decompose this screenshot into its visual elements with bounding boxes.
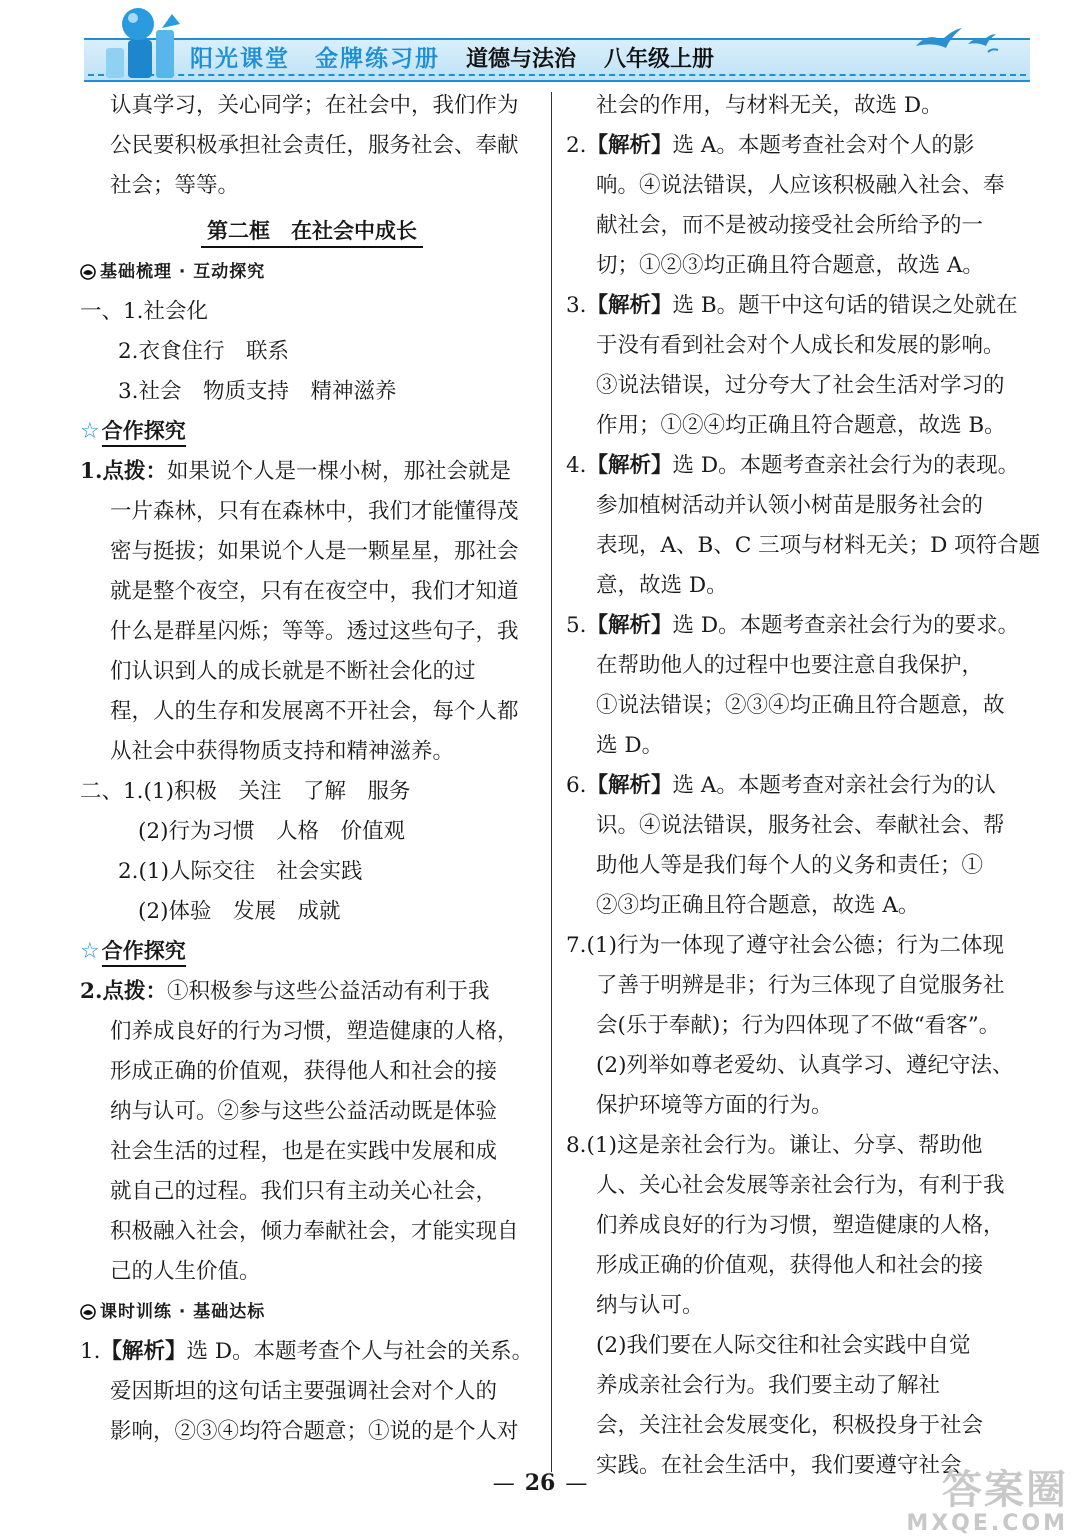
brand-title: 阳光课堂 金牌练习册 (190, 45, 440, 72)
text-line: 会，关注社会发展变化，积极投身于社会 (596, 1413, 984, 1438)
coop1-first-line: 1.点拨：如果说个人是一棵小树，那社会就是 (80, 459, 511, 484)
text-line: 就自己的过程。我们只有主动关心社会， (110, 1179, 498, 1204)
text-line: 积极融入社会，倾力奉献社会，才能实现自 (110, 1219, 519, 1244)
column-divider (551, 92, 552, 1472)
text-line: 们认识到人的成长就是不断社会化的过 (110, 659, 476, 684)
answer-line: 一、1.社会化 (80, 299, 209, 324)
section-heading-text: 第二框 在社会中成长 (201, 216, 423, 248)
text-line: 选 D。 (596, 733, 664, 758)
star-icon: ☆ (80, 419, 100, 444)
q5-first-line: 5.【解析】选 D。本题考查亲社会行为的要求。 (566, 613, 1020, 638)
q8-line: 8.(1)这是亲社会行为。谦让、分享、帮助他 (566, 1133, 983, 1158)
text-line: ③说法错误，过分夸大了社会生活对学习的 (596, 373, 1005, 398)
section-bullet-icon (80, 1304, 96, 1320)
q7-line: 7.(1)行为一体现了遵守社会公德；行为二体现 (566, 933, 1004, 958)
basics-section-label: 基础梳理 · 互动探究 (80, 252, 544, 292)
q4-first-line: 4.【解析】选 D。本题考查亲社会行为的表现。 (566, 453, 1020, 478)
text-line: 社会；等等。 (110, 173, 240, 198)
text-line: 社会的作用，与材料无关，故选 D。 (596, 93, 943, 118)
text-line: 形成正确的价值观，获得他人和社会的接 (110, 1059, 498, 1084)
text-line: 爱因斯坦的这句话主要强调社会对个人的 (110, 1379, 498, 1404)
text-line: 一片森林，只有在森林中，我们才能懂得茂 (110, 499, 519, 524)
text-line: 就是整个夜空，只有在夜空中，我们才知道 (110, 579, 519, 604)
text-line: 形成正确的价值观，获得他人和社会的接 (596, 1253, 984, 1278)
text-line: 们养成良好的行为习惯，塑造健康的人格， (596, 1213, 1005, 1238)
text-line: 什么是群星闪烁；等等。透过这些句子，我 (110, 619, 519, 644)
text-line: 社会生活的过程，也是在实践中发展和成 (110, 1139, 498, 1164)
text-line: 参加植树活动并认领小树苗是服务社会的 (596, 493, 984, 518)
section-heading (80, 212, 544, 252)
watermark-text: 答案圈 (942, 1467, 1068, 1513)
coop-label-2: ☆ 合作探究 (80, 932, 544, 972)
text-line: 保护环境等方面的行为。 (596, 1093, 833, 1118)
text-line: 于没有看到社会对个人成长和发展的影响。 (596, 333, 1005, 358)
text-line: 意，故选 D。 (596, 573, 728, 598)
coop2-first-line: 2.点拨：①积极参与这些公益活动有利于我 (80, 979, 490, 1004)
text-line: (2)我们要在人际交往和社会实践中自觉 (596, 1333, 971, 1358)
text-line: 识。④说法错误，服务社会、奉献社会、帮 (596, 813, 1005, 838)
text-line: 认真学习，关心同学；在社会中，我们作为 (110, 93, 519, 118)
text-line: 们养成良好的行为习惯，塑造健康的人格， (110, 1019, 519, 1044)
text-line: 作用；①②④均正确且符合题意，故选 B。 (596, 413, 1006, 438)
mascot-logo-icon (92, 2, 188, 84)
text-line: 表现，A、B、C 三项与材料无关；D 项符合题 (596, 533, 1041, 558)
answer-line: 二、1.(1)积极 关注 了解 服务 (80, 779, 411, 804)
answer-line: 2.(1)人际交往 社会实践 (118, 859, 363, 884)
page-header (0, 0, 1080, 90)
text-line: ②③均正确且符合题意，故选 A。 (596, 893, 920, 918)
grade-name: 八年级上册 (604, 46, 715, 72)
q3-first-line: 3.【解析】选 B。题干中这句话的错误之处就在 (566, 293, 1018, 318)
right-column (566, 86, 1041, 1486)
birds-decoration-icon (912, 22, 1002, 62)
text-line: 了善于明辨是非；行为三体现了自觉服务社 (596, 973, 1005, 998)
text-line: 献社会，而不是被动接受社会所给予的一 (596, 213, 984, 238)
text-line: (2)列举如尊老爱幼、认真学习、遵纪守法、 (596, 1053, 1014, 1078)
text-line: 养成亲社会行为。我们要主动了解社 (596, 1373, 941, 1398)
text-line: 会(乐于奉献)；行为四体现了不做“看客”。 (596, 1013, 1001, 1038)
practice-section-label: 课时训练 · 基础达标 (80, 1292, 544, 1332)
answer-line: (2)行为习惯 人格 价值观 (138, 819, 405, 844)
left-column (80, 86, 544, 1452)
text-line: 在帮助他人的过程中也要注意自我保护， (596, 653, 984, 678)
text-line: 密与挺拔；如果说个人是一颗星星，那社会 (110, 539, 519, 564)
watermark-url: MXQE.COM (906, 1511, 1068, 1536)
text-line: 程，人的生存和发展离不开社会，每个人都 (110, 699, 519, 724)
banner-dashed-border (88, 74, 1026, 76)
answer-line: (2)体验 发展 成就 (138, 899, 341, 924)
subject-name: 道德与法治 (466, 46, 577, 72)
text-line: 从社会中获得物质支持和精神滋养。 (110, 739, 455, 764)
answer-line: 3.社会 物质支持 精神滋养 (118, 379, 397, 404)
coop-label-1: ☆ 合作探究 (80, 412, 544, 452)
text-line: ①说法错误；②③④均正确且符合题意，故 (596, 693, 1005, 718)
text-line: 人、关心社会发展等亲社会行为，有利于我 (596, 1173, 1005, 1198)
section-bullet-icon (80, 264, 96, 280)
watermark (906, 1468, 1068, 1536)
q6-first-line: 6.【解析】选 A。本题考查对亲社会行为的认 (566, 773, 996, 798)
star-icon: ☆ (80, 939, 100, 964)
text-line: 实践。在社会生活中，我们要遵守社会 (596, 1453, 962, 1478)
text-line: 纳与认可。②参与这些公益活动既是体验 (110, 1099, 498, 1124)
text-line: 助他人等是我们每个人的义务和责任；① (596, 853, 984, 878)
text-line: 纳与认可。 (596, 1293, 704, 1318)
text-line: 影响，②③④均符合题意；①说的是个人对 (110, 1419, 519, 1444)
page-number: — 26 — (492, 1470, 588, 1496)
text-line: 公民要积极承担社会责任，服务社会、奉献 (110, 133, 519, 158)
text-line: 切；①②③均正确且符合题意，故选 A。 (596, 253, 984, 278)
answer-line: 2.衣食住行 联系 (118, 339, 290, 364)
q1-first-line: 1.【解析】选 D。本题考查个人与社会的关系。 (80, 1339, 534, 1364)
subject-title (466, 42, 714, 73)
text-line: 响。④说法错误，人应该积极融入社会、奉 (596, 173, 1005, 198)
q2-first-line: 2.【解析】选 A。本题考查社会对个人的影 (566, 133, 975, 158)
text-line: 己的人生价值。 (110, 1259, 261, 1284)
